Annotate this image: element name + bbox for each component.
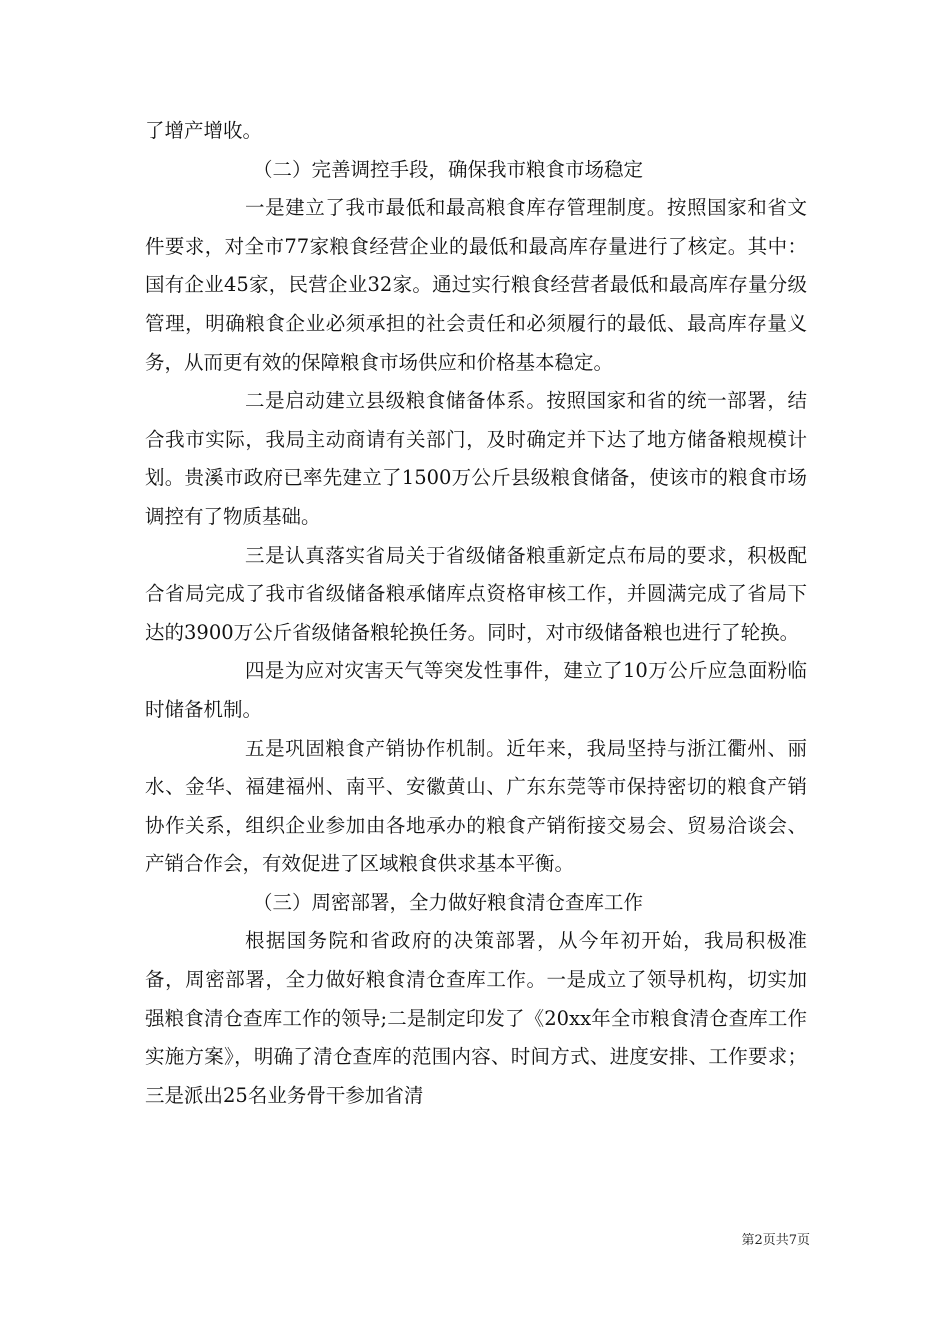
section-heading-2: （二）完善调控手段，确保我市粮食市场稳定 xyxy=(253,157,644,181)
paragraph-point-1: 一是建立了我市最低和最高粮食库存管理制度。按照国家和省文件要求，对全市77家粮食经营企业的最低和最高库存量进行了核定。其中：国有企业45家，民营企业32家。通过实行粮食经营者最低和最高库存量分级管理，明确粮食企业必须承担的社会责任和必须履行的最低、最高库存量义务，从而更有效的保障粮食市场供应和价格基本稳定。 xyxy=(145,196,807,374)
paragraph-point-4: 四是为应对灾害天气等突发性事件，建立了10万公斤应急面粉临时储备机制。 xyxy=(145,659,807,721)
paragraph-point-5: 五是巩固粮食产销协作机制。近年来，我局坚持与浙江衢州、丽水、金华、福建福州、南平、安徽黄山、广东东莞等市保持密切的粮食产销协作关系，组织企业参加由各地承办的粮食产销衔接交易会、贸易洽谈会、产销合作会，有效促进了区域粮食供求基本平衡。 xyxy=(145,736,807,876)
paragraph-point-3: 三是认真落实省局关于省级储备粮重新定点布局的要求，积极配合省局完成了我市省级储备粮承储库点资格审核工作，并圆满完成了省局下达的3900万公斤省级储备粮轮换任务。同时，对市级储备粮也进行了轮换。 xyxy=(145,543,807,644)
paragraph-point-2: 二是启动建立县级粮食储备体系。按照国家和省的统一部署，结合我市实际，我局主动商请有关部门，及时确定并下达了地方储备粮规模计划。贵溪市政府已率先建立了1500万公斤县级粮食储备，使该市的粮食市场调控有了物质基础。 xyxy=(145,389,807,528)
continuation-paragraph: 了增产增收。 xyxy=(145,119,263,142)
page-number: 第2页共7页 xyxy=(741,1233,810,1248)
section-heading-3: （三）周密部署，全力做好粮食清仓查库工作 xyxy=(253,890,644,914)
body-text xyxy=(145,112,807,1115)
paragraph-inventory-check: 根据国务院和省政府的决策部署，从今年初开始，我局积极准备，周密部署，全力做好粮食清仓查库工作。一是成立了领导机构，切实加强粮食清仓查库工作的领导;二是制定印发了《20xx年全市粮食清仓查库工作实施方案》，明确了清仓查库的范围内容、时间方式、进度安排、工作要求；三是派出25名业务骨干参加省清 xyxy=(145,929,807,1107)
